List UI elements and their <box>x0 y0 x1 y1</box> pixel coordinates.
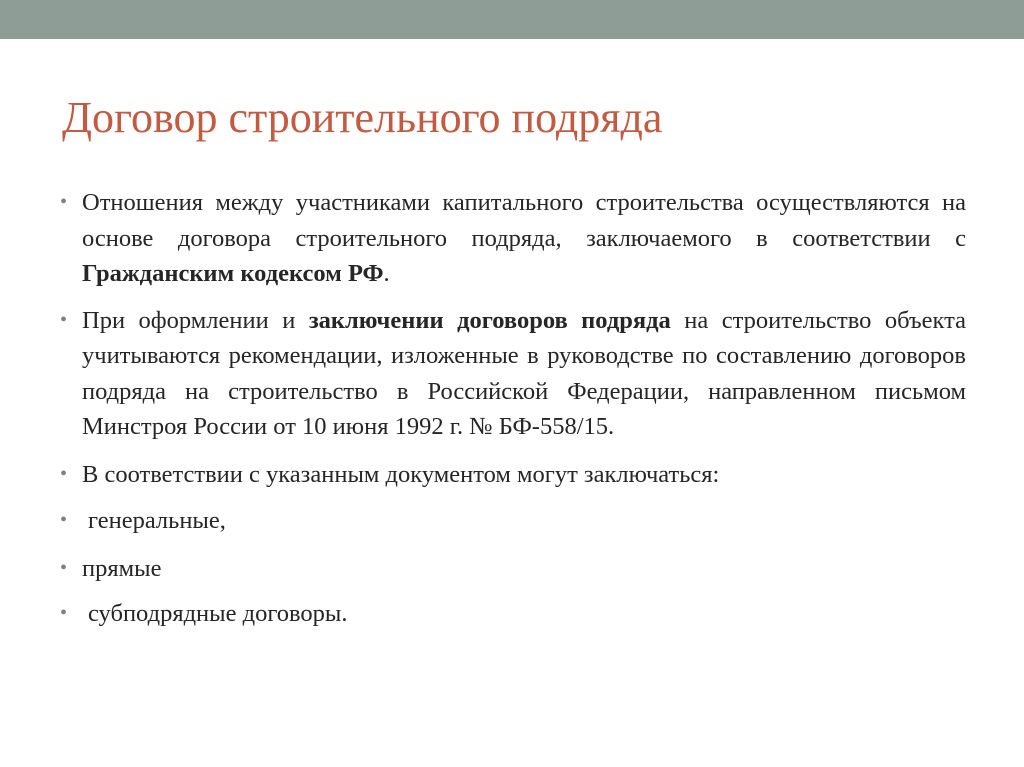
contracts-emphasis: заключении договоров подряда <box>308 306 671 334</box>
bullet-marker-icon: • <box>60 308 68 331</box>
bullet-item-contracts <box>60 303 966 445</box>
bullet-list <box>60 185 966 632</box>
bullet-text: прямые <box>82 554 162 582</box>
bullet-marker-icon: • <box>60 602 68 624</box>
bullet-text: Отношения между участниками капитального строительства осуществляются на основе договора строительного подряда, заключаемого в соответствии с <box>82 189 966 252</box>
bullet-marker-icon: • <box>60 509 68 531</box>
bullet-item-general <box>60 503 966 539</box>
top-accent-bar <box>0 0 1024 39</box>
bullet-text: генеральные, <box>88 507 226 534</box>
civil-code-emphasis: Гражданским кодексом РФ <box>82 260 384 287</box>
bullet-item-participants <box>60 185 966 292</box>
bullet-text: При оформлении и <box>82 306 309 334</box>
bullet-marker-icon: • <box>60 556 68 579</box>
bullet-text-end: . <box>383 260 390 287</box>
bullet-marker-icon: • <box>60 462 68 485</box>
bullet-marker-icon: • <box>60 191 68 213</box>
slide-title: Договор строительного подряда <box>62 93 663 142</box>
bullet-item-subcontract <box>60 596 966 632</box>
bullet-text: В соответствии с указанным документом могут заключаться: <box>82 460 720 488</box>
bullet-item-document <box>60 457 966 493</box>
bullet-item-direct <box>60 551 966 587</box>
bullet-text: субподрядные договоры. <box>88 600 348 627</box>
bullet-text-end: на строительство объекта учитываются рекомендации, изложенные в руководстве по составлению договоров подряда на строительство в Российской Федерации, направленном письмом Минстроя России от 10 июня 1992 г. № БФ-558/15. <box>82 306 966 440</box>
